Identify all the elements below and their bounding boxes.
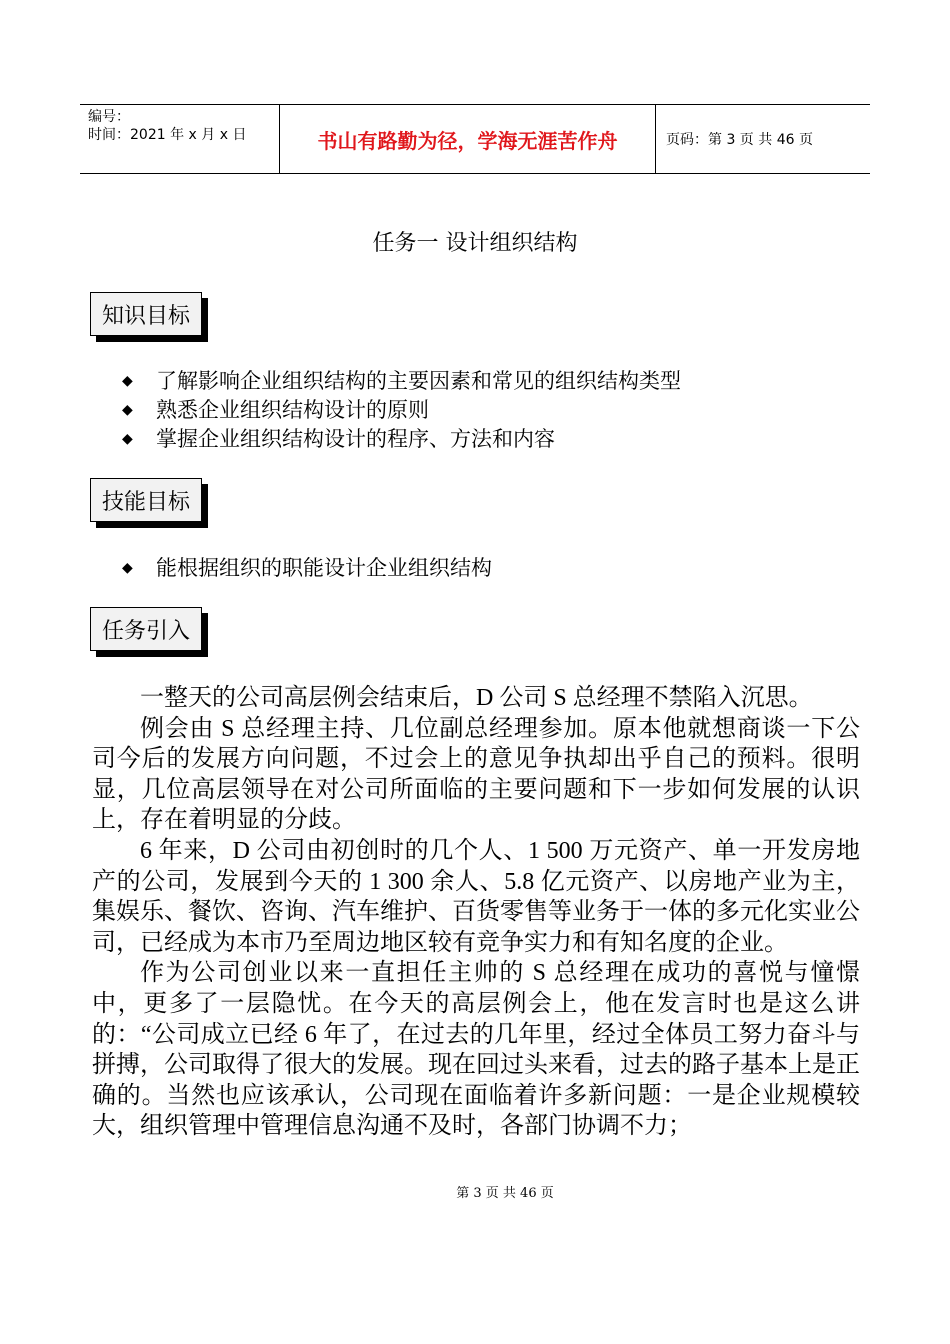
list-item: ◆ 了解影响企业组织结构的主要因素和常见的组织结构类型: [122, 367, 681, 396]
section-heading-knowledge: 知识目标: [90, 292, 202, 336]
skill-goal-list: [122, 554, 492, 583]
list-item: ◆ 熟悉企业组织结构设计的原则: [122, 396, 681, 425]
knowledge-goal-list: [122, 367, 681, 454]
paragraph: 6 年来，D 公司由初创时的几个人、1 500 万元资产、单一开发房地产的公司，发展到今天的 1 300 余人、5.8 亿元资产、以房地产业为主，集娱乐、餐饮、咨询、汽车维护、百货零售等业务于一体的多元化实业公司，已经成为本市乃至周边地区较有竞争实力和有知名度的企业。: [92, 837, 860, 956]
bullet-diamond-icon: ◆: [122, 560, 133, 576]
time-label: 时间：2021 年 x 月 x 日: [88, 127, 247, 143]
list-item: ◆ 掌握企业组织结构设计的程序、方法和内容: [122, 425, 681, 454]
task-intro-text: [92, 683, 860, 1142]
bullet-diamond-icon: ◆: [122, 373, 133, 389]
paragraph: 例会由 S 总经理主持、几位副总经理参加。原本他就想商谈一下公司今后的发展方向问题，不过会上的意见争执却出乎自己的预料。很明显，几位高层领导在对公司所面临的主要问题和下一步如何发展的认识上，存在着明显的分歧。: [92, 715, 860, 834]
header-page-code: 页码：第 3 页 共 46 页: [666, 132, 813, 148]
paragraph: 作为公司创业以来一直担任主帅的 S 总经理在成功的喜悦与憧憬中，更多了一层隐忧。在今天的高层例会上，他在发言时也是这么讲的：“公司成立已经 6 年了，在过去的几年里，经过全体员工努力奋斗与拼搏，公司取得了很大的发展。现在回过头来看，过去的路子基本上是正确的。当然也应该承认，公司现在面临着许多新问题：一是企业规模较大，组织管理中管理信息沟通不及时，各部门协调不力；: [92, 960, 860, 1140]
header-meta: [80, 105, 280, 173]
document-title: 任务一 设计组织结构: [372, 231, 578, 256]
section-heading-intro: 任务引入: [90, 607, 202, 651]
list-item: ◆ 能根据组织的职能设计企业组织结构: [122, 554, 492, 583]
number-label: 编号：: [88, 109, 130, 125]
section-heading-skill: 技能目标: [90, 478, 202, 522]
bullet-diamond-icon: ◆: [122, 402, 133, 418]
bullet-diamond-icon: ◆: [122, 431, 133, 447]
header-motto: 书山有路勤为径，学海无涯苦作舟: [280, 105, 656, 173]
paragraph: 一整天的公司高层例会结束后，D 公司 S 总经理不禁陷入沉思。: [140, 685, 813, 711]
page-header: [80, 104, 870, 174]
page-footer: 第 3 页 共 46 页: [456, 1186, 554, 1201]
